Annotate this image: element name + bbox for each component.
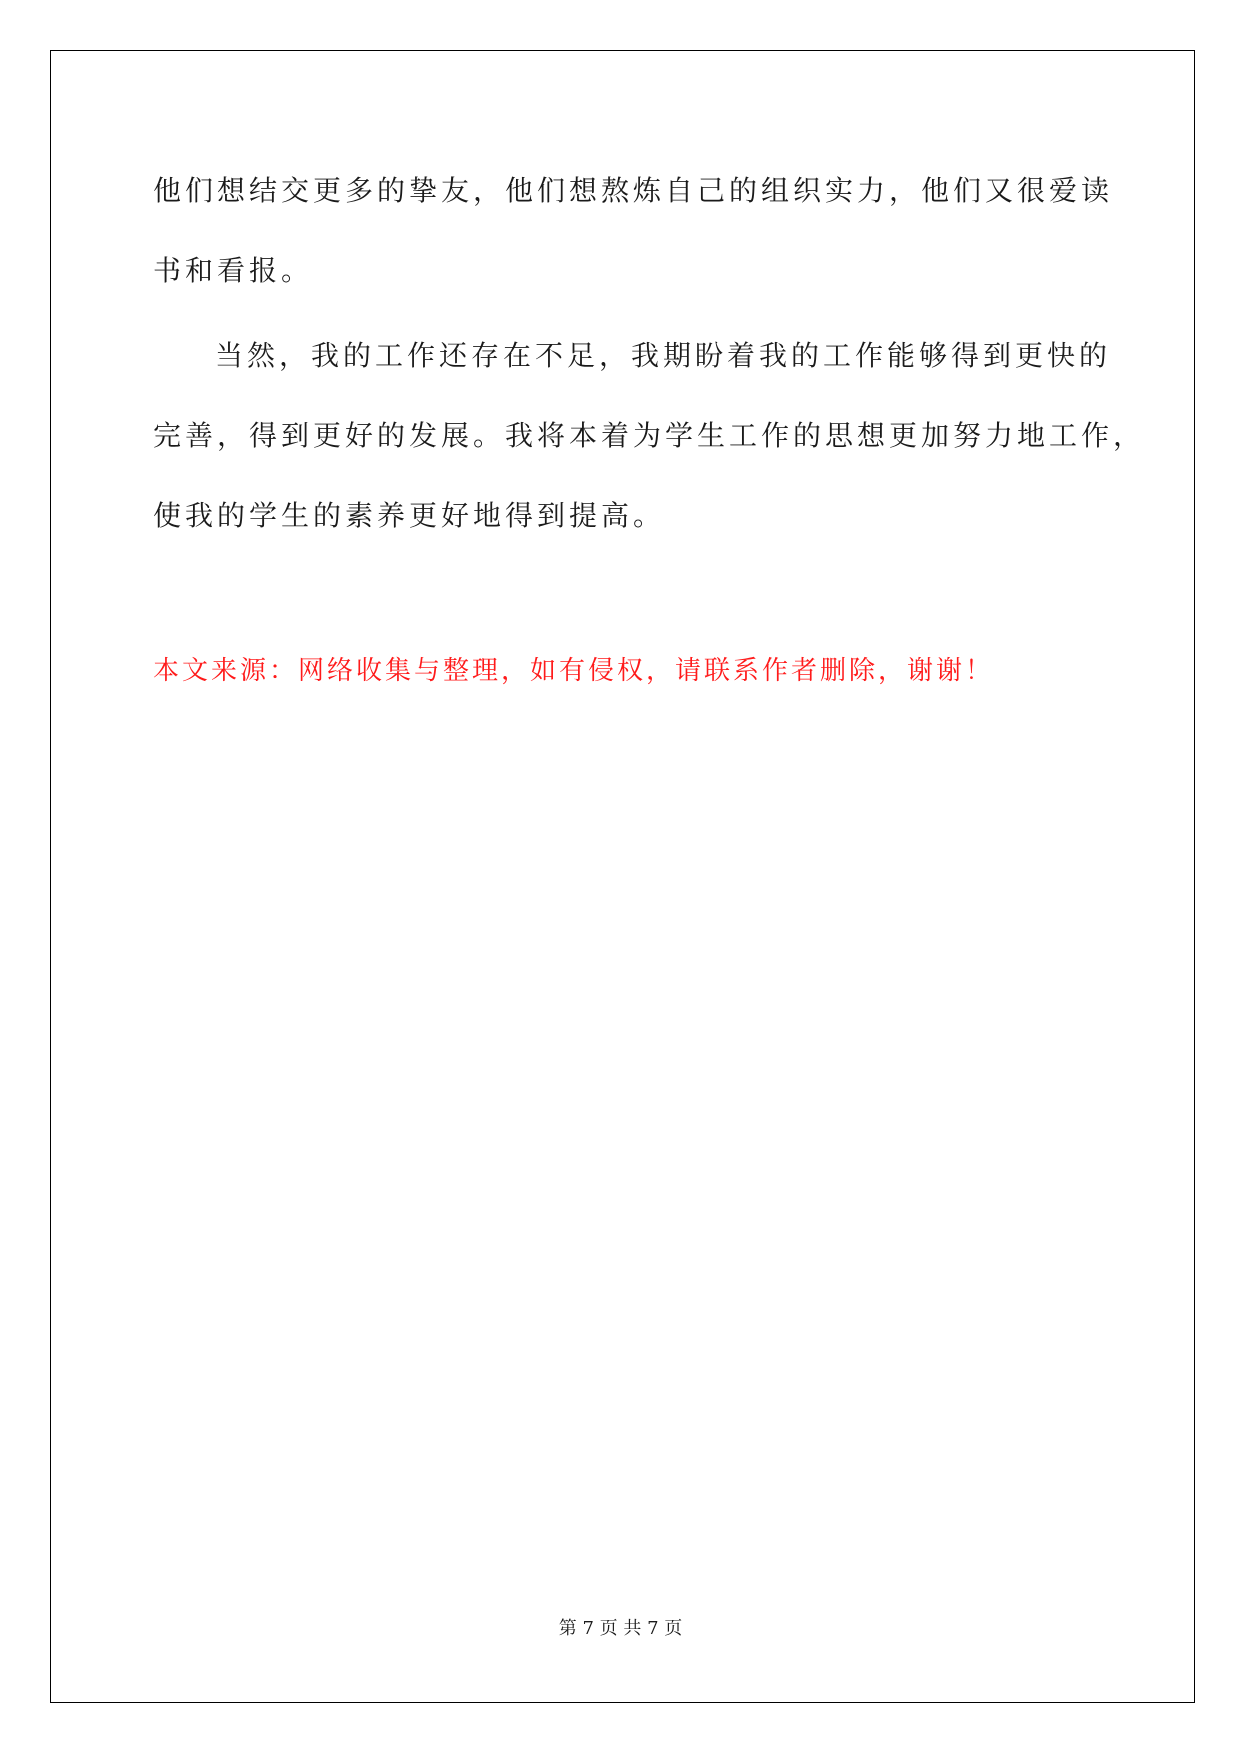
body-line: 完善，得到更好的发展。我将本着为学生工作的思想更加努力地工作， [153, 419, 1146, 452]
source-note: 本文来源：网络收集与整理，如有侵权，请联系作者删除，谢谢！ [153, 656, 995, 686]
page-footer: 第 7 页 共 7 页 [558, 1618, 683, 1639]
body-line: 当然，我的工作还存在不足，我期盼着我的工作能够得到更快的 [215, 339, 1112, 372]
page-border [50, 50, 1195, 1703]
body-line: 使我的学生的素养更好地得到提高。 [153, 499, 666, 532]
body-line: 他们想结交更多的挚友，他们想熬炼自己的组织实力，他们又很爱读 [153, 174, 1114, 207]
body-line: 书和看报。 [153, 254, 314, 287]
